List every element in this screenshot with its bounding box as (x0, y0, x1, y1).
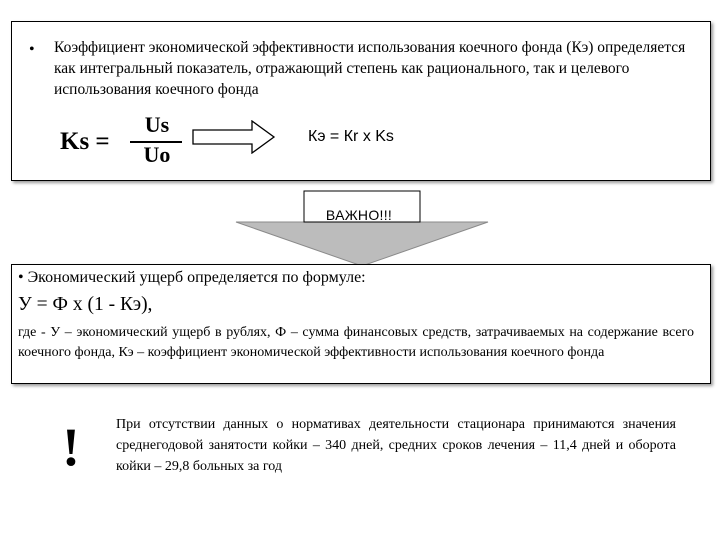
ke-formula: Кэ = Кr x Ks (308, 128, 394, 145)
bullet: • (29, 41, 35, 58)
definition-box (11, 21, 711, 181)
loss-description: где - У – экономический ущерб в рублях, Ф – сумма финансовых средств, затрачиваемых на содержание всего коечного фонда, Кэ – коэффициент экономической эффективности использования коечного фонда (18, 325, 694, 360)
ks-formula-numerator: Us (144, 112, 170, 137)
loss-formula: У = Ф х (1 - Кэ), (18, 294, 153, 315)
loss-box (11, 264, 711, 384)
exclamation-icon: ! (62, 417, 80, 477)
note-text: При отсутствии данных о нормативах деятельности стационара принимаются значения среднегодовой занятости койки – 340 дней, средних сроков лечения – 11,4 дней и оборота койки – 29,8 больных за год (116, 417, 676, 474)
right-arrow-icon (192, 120, 276, 154)
important-label: ВАЖНО!!! (325, 207, 393, 223)
down-arrow-icon (234, 190, 490, 268)
ks-formula-lhs: Ks = (60, 128, 110, 155)
definition-text: Коэффициент экономической эффективности использования коечного фонда (Кэ) определяется как интегральный показатель, отражающий степень как рационального, так и целевого использования коечного фонда (54, 39, 686, 98)
ks-formula-denominator: Uo (143, 142, 171, 167)
loss-heading: • Экономический ущерб определяется по формуле: (18, 269, 366, 286)
